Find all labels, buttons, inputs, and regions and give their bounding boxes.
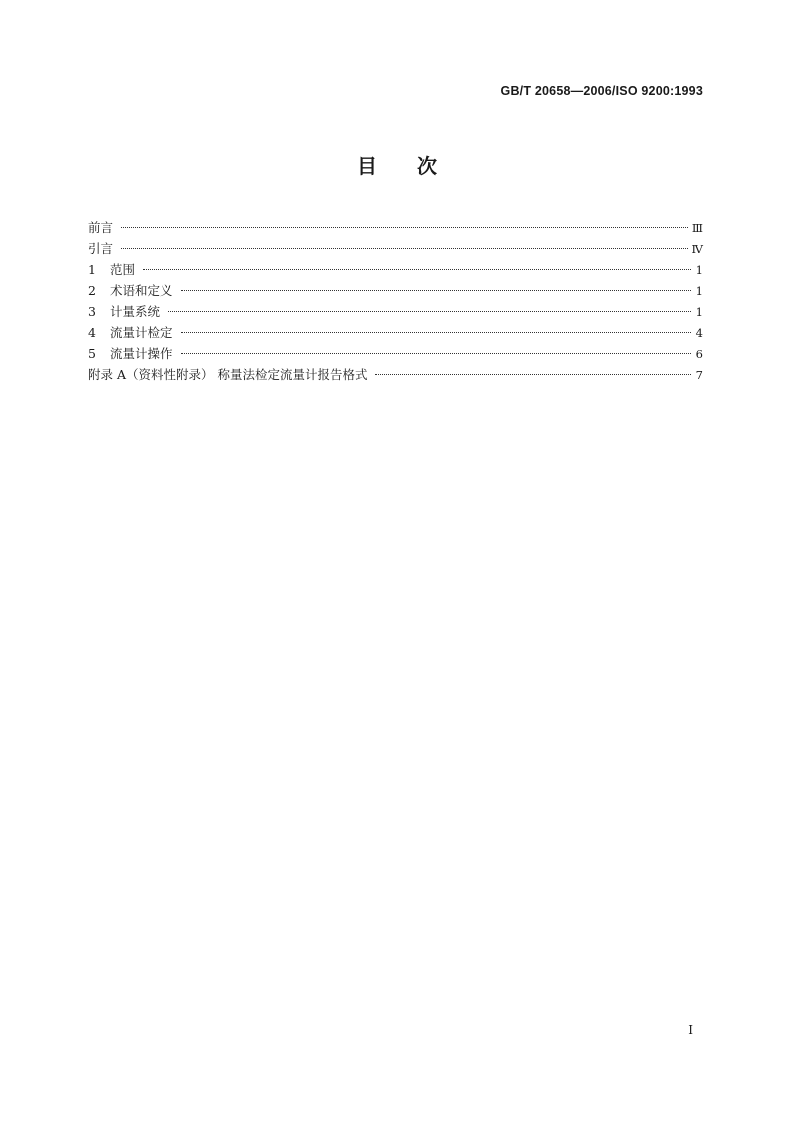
toc-entry-introduction[interactable] <box>88 238 703 259</box>
standard-number: GB/T 20658—2006/ISO 9200:1993 <box>500 84 703 98</box>
toc-entry-page: 7 <box>695 368 703 382</box>
toc-entry-label: 术语和定义 <box>110 283 173 298</box>
toc-entry-meter-operation[interactable] <box>88 343 703 364</box>
toc-leader-dots <box>181 332 691 333</box>
toc-leader-dots <box>181 290 691 291</box>
toc-entry-page: Ⅲ <box>691 221 703 235</box>
toc-entry-scope[interactable] <box>88 259 703 280</box>
page-title: 目次 <box>357 154 477 178</box>
toc-leader-dots <box>375 374 691 375</box>
toc-entry-number: 5 <box>88 346 96 361</box>
toc-leader-dots <box>143 269 691 270</box>
toc-entry-label: 计量系统 <box>110 304 161 319</box>
toc-entry-terms-definitions[interactable] <box>88 280 703 301</box>
toc-entry-page: 1 <box>695 263 703 277</box>
toc-entry-metering-system[interactable] <box>88 301 703 322</box>
toc-entry-label: 流量计检定 <box>110 325 173 340</box>
toc-entry-label: 引言 <box>88 241 114 256</box>
toc-entry-page: 1 <box>695 284 703 298</box>
toc-entry-page: 4 <box>695 326 703 340</box>
toc-entry-page: 1 <box>695 305 703 319</box>
toc-entry-number: 3 <box>88 304 96 319</box>
toc-leader-dots <box>168 311 691 312</box>
toc-entry-page: 6 <box>695 347 703 361</box>
toc-leader-dots <box>121 248 687 249</box>
table-of-contents <box>88 217 703 385</box>
page-number: I <box>688 1023 693 1037</box>
toc-entry-number: 4 <box>88 325 96 340</box>
toc-entry-label: 流量计操作 <box>110 346 173 361</box>
toc-entry-label: 附录 A（资料性附录） 称量法检定流量计报告格式 <box>88 367 368 382</box>
toc-entry-number: 1 <box>88 262 96 277</box>
toc-entry-meter-proving[interactable] <box>88 322 703 343</box>
toc-entry-label: 范围 <box>110 262 136 277</box>
toc-entry-number: 2 <box>88 283 96 298</box>
toc-entry-foreword[interactable] <box>88 217 703 238</box>
toc-entry-annex-a[interactable] <box>88 364 703 385</box>
toc-entry-page: Ⅳ <box>691 242 703 256</box>
toc-leader-dots <box>181 353 691 354</box>
toc-entry-label: 前言 <box>88 220 114 235</box>
toc-leader-dots <box>121 227 688 228</box>
